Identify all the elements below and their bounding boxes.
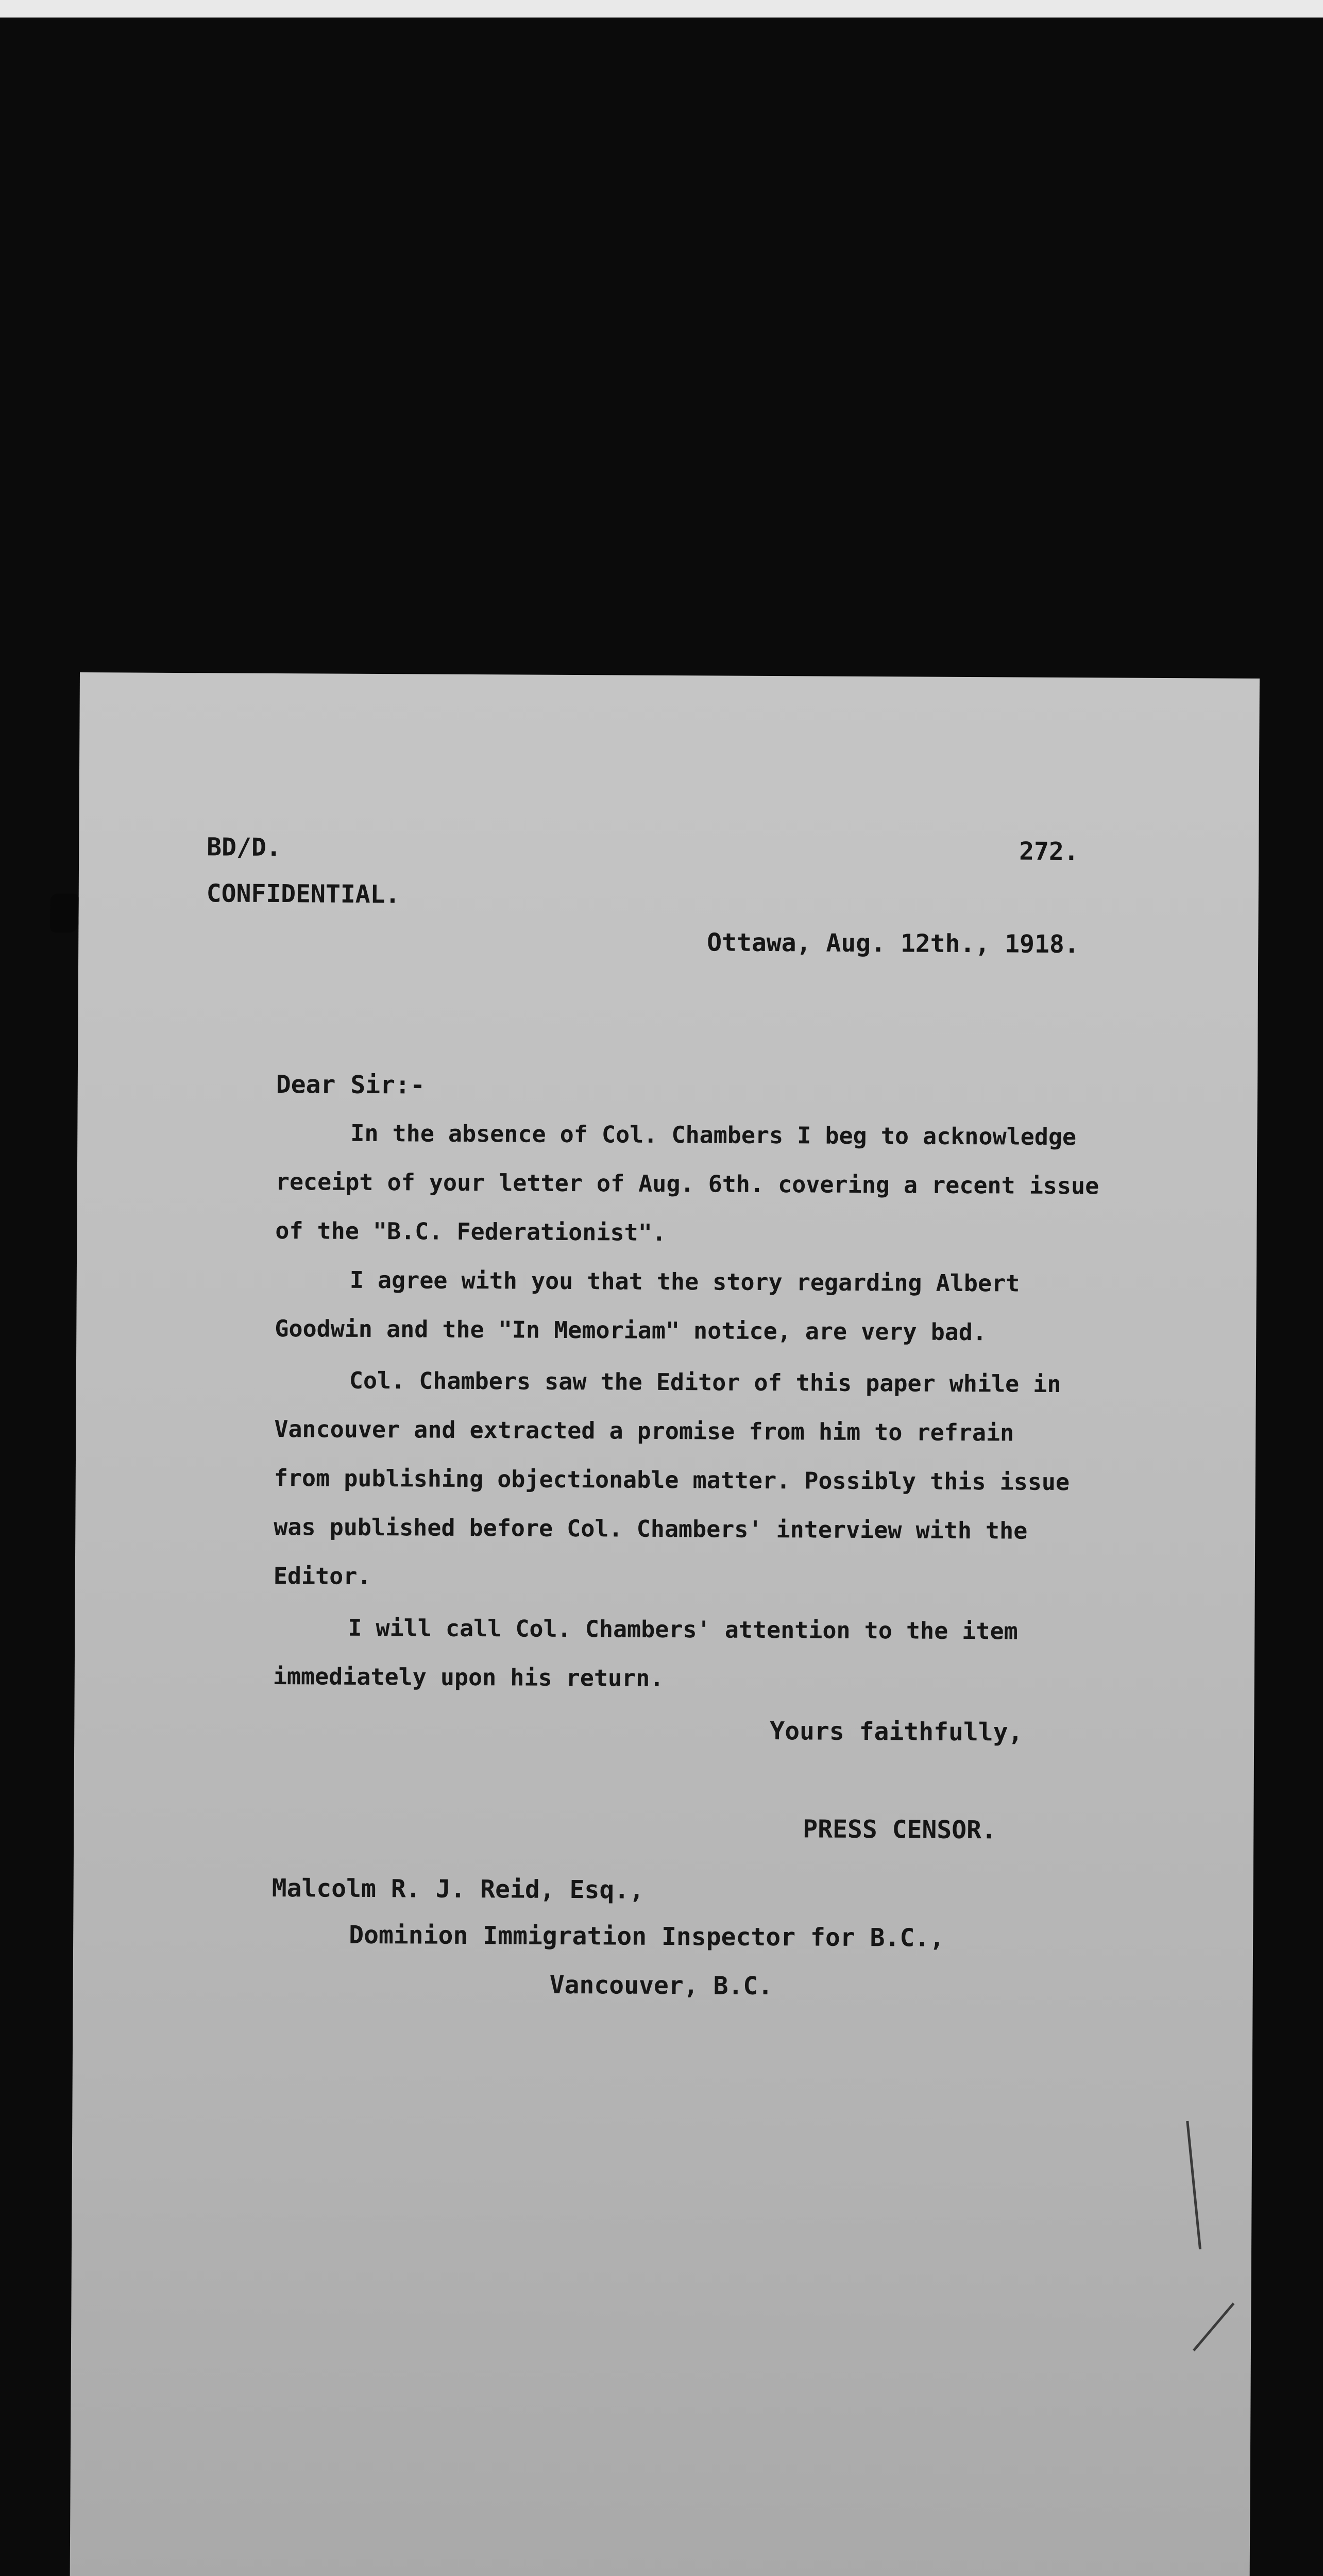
- closing: Yours faithfully,: [770, 1717, 1023, 1747]
- body-line: receipt of your letter of Aug. 6th. covering a recent issue: [275, 1168, 1099, 1200]
- body-line: In the absence of Col. Chambers I beg to acknowledge: [350, 1119, 1077, 1151]
- body-line: from publishing objectionable matter. Possibly this issue: [274, 1464, 1070, 1496]
- paper-clip-mark: [50, 894, 78, 933]
- body-line: was published before Col. Chambers' interview with the: [274, 1513, 1028, 1545]
- letter-sheet: [70, 672, 1260, 2576]
- film-edge-band: [0, 0, 1323, 18]
- body-line: Vancouver and extracted a promise from him to refrain: [274, 1415, 1014, 1447]
- file-number: 272.: [1019, 837, 1079, 867]
- body-line: Col. Chambers saw the Editor of this paper while in: [349, 1366, 1061, 1398]
- body-line: immediately upon his return.: [273, 1662, 664, 1692]
- addressee-name: Malcolm R. J. Reid, Esq.,: [272, 1873, 644, 1905]
- reference-code: BD/D.: [207, 833, 281, 862]
- body-line: Editor.: [273, 1562, 371, 1590]
- body-line: I will call Col. Chambers' attention to the item: [348, 1614, 1018, 1645]
- body-line: of the "B.C. Federationist".: [275, 1217, 667, 1246]
- signature-block: PRESS CENSOR.: [803, 1815, 997, 1845]
- classification-mark: CONFIDENTIAL.: [206, 879, 400, 909]
- body-line: I agree with you that the story regarding Albert: [349, 1266, 1020, 1297]
- salutation: Dear Sir:-: [276, 1070, 425, 1100]
- addressee-title: Dominion Immigration Inspector for B.C.,: [349, 1920, 945, 1953]
- body-line: Goodwin and the "In Memoriam" notice, are very bad.: [275, 1314, 987, 1346]
- letter-body: [70, 672, 1260, 2576]
- dateline: Ottawa, Aug. 12th., 1918.: [707, 928, 1079, 959]
- addressee-city: Vancouver, B.C.: [549, 1970, 773, 2001]
